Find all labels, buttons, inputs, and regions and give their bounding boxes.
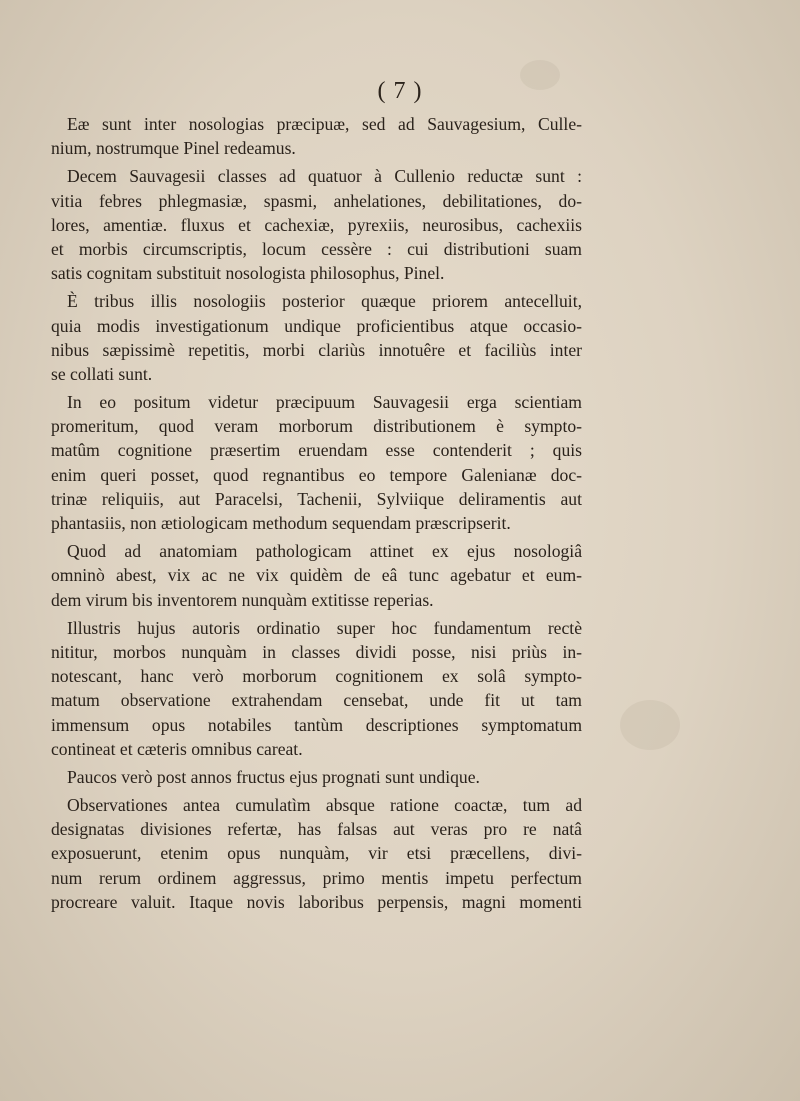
- text-line: nititur, morbos nunquàm in classes dividi posse, nisi priùs in-: [51, 641, 582, 662]
- text-line: matum observatione extrahendam censebat, unde fit ut tam: [51, 690, 582, 711]
- text-line: trinæ reliquiis, aut Paracelsi, Tachenii, Sylviique deliramentis aut: [51, 488, 582, 509]
- text-line: In eo positum videtur præcipuum Sauvagesii erga scientiam: [67, 392, 582, 413]
- page-number: ( 7 ): [377, 78, 423, 104]
- paper-stain: [620, 700, 680, 750]
- body-text: [51, 112, 582, 918]
- text-line: notescant, hanc verò morborum cognitionem ex solâ sympto-: [51, 666, 582, 687]
- text-line: nium, nostrumque Pinel redeamus.: [51, 138, 296, 159]
- text-line: quia modis investigationum undique proficientibus atque occasio-: [51, 315, 582, 336]
- text-line: promeritum, quod veram morborum distributionem è sympto-: [51, 416, 582, 437]
- text-line: phantasiis, non ætiologicam methodum sequendam præscripserit.: [51, 513, 511, 533]
- text-line: num rerum ordinem aggressus, primo mentis impetu perfectum: [51, 867, 582, 888]
- paragraph: [51, 765, 582, 789]
- text-line: contineat et cæteris omnibus careat.: [51, 738, 303, 759]
- paragraph: [51, 289, 582, 386]
- text-line: Illustris hujus autoris ordinatio super hoc fundamentum rectè: [67, 617, 582, 638]
- text-line: et morbis circumscriptis, locum cessère : cui distributioni suam: [51, 238, 582, 259]
- text-line: dem virum bis inventorem nunquàm extitisse reperias.: [51, 589, 434, 610]
- text-line: se collati sunt.: [51, 363, 153, 384]
- text-line: exposuerunt, etenim opus nunquàm, vir etsi præcellens, divi-: [51, 843, 582, 864]
- text-line: satis cognitam substituit nosologista philosophus, Pinel.: [51, 263, 445, 284]
- paragraph: [51, 164, 582, 285]
- text-line: È tribus illis nosologiis posterior quæque priorem antecelluit,: [67, 291, 582, 312]
- text-line: procreare valuit. Itaque novis laboribus perpensis, magni momenti: [51, 891, 582, 912]
- text-line: Decem Sauvagesii classes ad quatuor à Cullenio reductæ sunt :: [67, 166, 582, 187]
- text-line: Quod ad anatomiam pathologicam attinet ex ejus nosologiâ: [67, 541, 582, 562]
- text-line: enim queri posset, quod regnantibus eo tempore Galenianæ doc-: [51, 464, 582, 485]
- paragraph: [51, 112, 582, 160]
- paragraph: [51, 539, 582, 612]
- text-line: Paucos verò post annos fructus ejus prognati sunt undique.: [67, 766, 480, 787]
- paragraph: [51, 793, 582, 914]
- text-line: immensum opus notabiles tantùm descriptiones symptomatum: [51, 714, 582, 735]
- text-line: vitia febres phlegmasiæ, spasmi, anhelationes, debilitationes, do-: [51, 190, 582, 211]
- text-line: matûm cognitione præsertim eruendam esse contenderit ; quis: [51, 440, 582, 461]
- text-line: designatas divisiones refertæ, has falsas aut veras pro re natâ: [51, 819, 582, 840]
- text-line: lores, amentiæ. fluxus et cachexiæ, pyrexiis, neurosibus, cachexiis: [51, 214, 582, 235]
- paragraph: [51, 616, 582, 761]
- text-line: nibus sæpissimè repetitis, morbi clariùs innotuêre et faciliùs inter: [51, 339, 582, 360]
- text-line: Eæ sunt inter nosologias præcipuæ, sed ad Sauvagesium, Culle-: [67, 114, 582, 134]
- text-line: Observationes antea cumulatìm absque ratione coactæ, tum ad: [67, 795, 582, 816]
- text-line: omninò abest, vix ac ne vix quidèm de eâ tunc agebatur et eum-: [51, 565, 582, 586]
- paragraph: [51, 390, 582, 535]
